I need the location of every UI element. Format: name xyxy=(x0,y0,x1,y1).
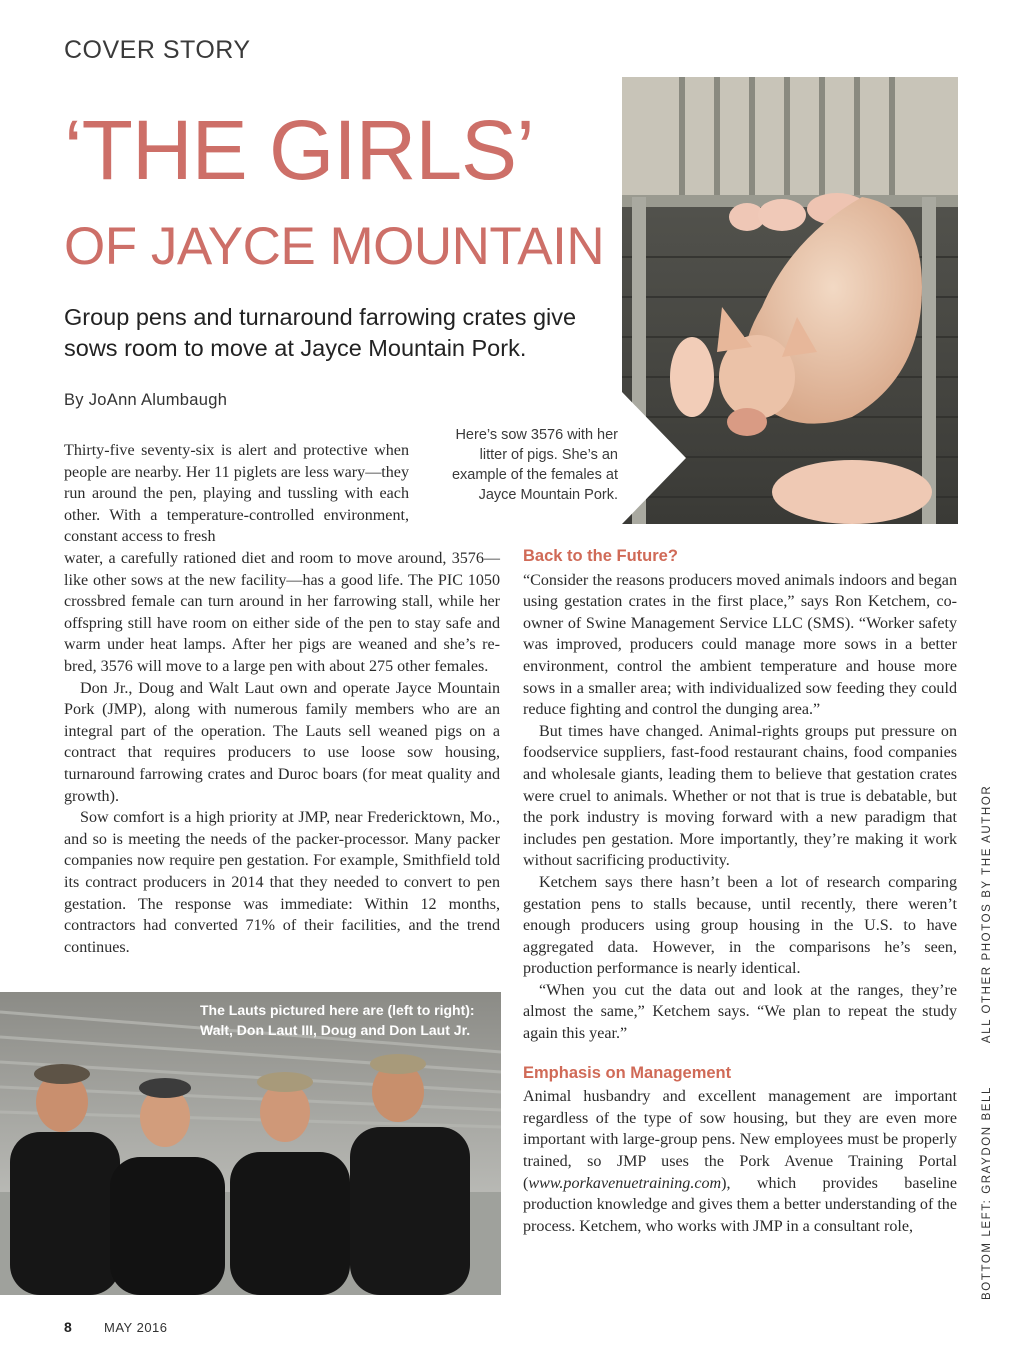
section-kicker: COVER STORY xyxy=(64,36,251,64)
url-text: www.porkavenuetraining.com xyxy=(528,1174,722,1192)
paragraph: water, a carefully rationed diet and room to move around, 3576—like other sows at the new facility—has a good life. The PIC 1050 crossbred female can turn around in her farrowing stall, while her offspring still have room on either side of the pen to stay safe and warm under heat lamps. After her pigs are weaned and she’s re-bred, 3576 will move to a large pen with about 275 other females. xyxy=(64,550,500,675)
subhead: Emphasis on Management xyxy=(523,1063,732,1082)
body-column-1-top xyxy=(64,440,409,548)
page-number: 8 xyxy=(64,1319,72,1335)
photo-caption-bottom: The Lauts pictured here are (left to right): Walt, Don Laut III, Doug and Don Laut Jr. xyxy=(200,1002,475,1038)
photo-credit-other: ALL OTHER PHOTOS BY THE AUTHOR xyxy=(981,784,993,1044)
text-run: ), which provides baseline production knowledge and gives them a better understanding of the process. Ketchem, who works with JMP in a consultant role, xyxy=(523,1174,957,1235)
article-deck: Group pens and turnaround farrowing crates give sows room to move at Jayce Mountain Pork. xyxy=(64,304,577,361)
paragraph: Thirty-five seventy-six is alert and protective when people are nearby. Her 11 piglets are less wary—they run around the pen, playing and tussling with each other. With a temperature-controlled environment, constant access to fresh xyxy=(64,442,409,546)
photo-credit-bottom-left: BOTTOM LEFT: GRAYDON BELL xyxy=(981,1085,993,1300)
paragraph: Don Jr., Doug and Walt Laut own and operate Jayce Mountain Pork (JMP), along with numerous family members who are an integral part of the operation. The Lauts sell weaned pigs on a contract that requires producers to use loose sow housing, turnaround farrowing crates and Duroc boars (for meat quality and growth). xyxy=(64,679,500,805)
photo-caption-top: Here’s sow 3576 with her litter of pigs. She’s an example of the females at Jayce Mountain Pork. xyxy=(451,427,618,503)
article-title-line-2: OF JAYCE MOUNTAIN xyxy=(64,217,605,276)
paragraph: “Consider the reasons producers moved animals indoors and began using gestation crates in the first place,” says Ron Ketchem, co-owner of Swine Management Service LLC (SMS). “Worker safety was improved, producers could manage more sows in a better environment, control the ambient temperature and house more sows in a smaller area; with individualized sow feeding they could reduce fighting and control the dunging area.” xyxy=(523,571,957,719)
body-column-1 xyxy=(64,548,500,958)
paragraph: “When you cut the data out and look at the ranges, they’re almost the same,” Ketchem says. “We plan to repeat the study again this year.” xyxy=(523,981,957,1043)
caption-pointer xyxy=(622,392,686,524)
issue-date: MAY 2016 xyxy=(104,1320,168,1335)
body-column-2 xyxy=(523,546,957,1237)
paragraph: Ketchem says there hasn’t been a lot of research comparing gestation pens to stalls because, until recently, there weren’t enough producers using group housing in the U.S. to have aggregated data. However, in the comparisons he’s seen, production performance is nearly identical. xyxy=(523,873,957,978)
photo-credits xyxy=(981,784,993,1300)
paragraph xyxy=(523,1086,957,1237)
article-title: ‘THE GIRLS’ xyxy=(64,103,534,197)
subhead: Back to the Future? xyxy=(523,547,678,565)
byline: By JoAnn Alumbaugh xyxy=(64,391,228,409)
paragraph: Sow comfort is a high priority at JMP, near Fredericktown, Mo., and so is meeting the needs of the packer-processor. Many packer companies now require pen gestation. For example, Smithfield told its contract producers in 2014 that they needed to convert to pen gestation. The response was immediate: Within 12 months, contractors had converted 71% of their facilities, and the trend continues. xyxy=(64,809,500,956)
paragraph: But times have changed. Animal-rights groups put pressure on foodservice suppliers, fast-food restaurant chains, food companies and wholesale giants, leading them to believe that gestation crates were cruel to animals. Whether or not that is true is debatable, but the pork industry is moving forward with a new paradigm that includes pen gestation. More importantly, they’re making it work without sacrificing productivity. xyxy=(523,722,957,870)
text-run: Animal husbandry and excellent management are important regardless of the type of sow housing, but they are even more important with large-group pens. New employees must be properly trained, so JMP uses the Pork Avenue Training Portal ( xyxy=(523,1088,957,1192)
